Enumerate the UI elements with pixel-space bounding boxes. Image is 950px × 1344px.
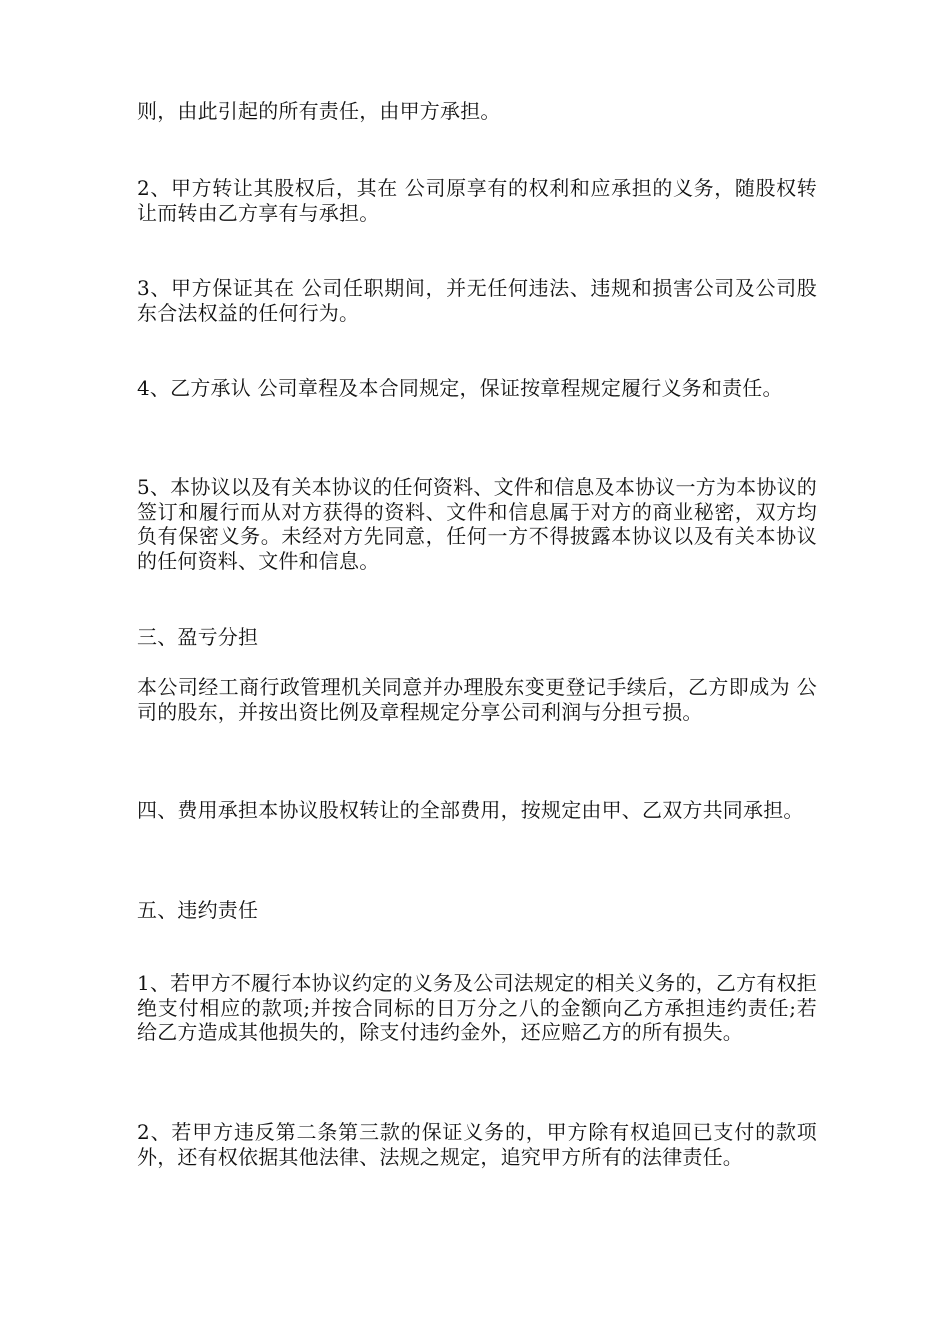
paragraph-continuation: 则，由此引起的所有责任，由甲方承担。 <box>137 99 501 123</box>
section-costs-paragraph: 四、费用承担本协议股权转让的全部费用，按规定由甲、乙双方共同承担。 <box>137 798 804 822</box>
clause-4-acknowledgement: 4、乙方承认 公司章程及本合同规定，保证按章程规定履行义务和责任。 <box>137 376 783 400</box>
clause-3-warranty: 3、甲方保证其在 公司任职期间，并无任何违法、违规和损害公司及公司股东合法权益的任何行为。 <box>137 276 817 325</box>
profit-loss-paragraph: 本公司经工商行政管理机关同意并办理股东变更登记手续后，乙方即成为 公司的股东，并按出资比例及章程规定分享公司利润与分担亏损。 <box>137 675 817 724</box>
clause-5-confidentiality: 5、本协议以及有关本协议的任何资料、文件和信息及本协议一方为本协议的签订和履行而从对方获得的资料、文件和信息属于对方的商业秘密，双方均负有保密义务。未经对方先同意，任何一方不得披露本协议以及有关本协议的任何资料、文件和信息。 <box>137 475 817 573</box>
clause-2-transfer-rights: 2、甲方转让其股权后，其在 公司原享有的权利和应承担的义务，随股权转让而转由乙方享有与承担。 <box>137 176 817 225</box>
liability-clause-2: 2、若甲方违反第二条第三款的保证义务的，甲方除有权追回已支付的款项外，还有权依据其他法律、法规之规定，追究甲方所有的法律责任。 <box>137 1120 817 1169</box>
section-heading-profit-loss: 三、盈亏分担 <box>137 625 259 649</box>
liability-clause-1: 1、若甲方不履行本协议约定的义务及公司法规定的相关义务的，乙方有权拒绝支付相应的款项;并按合同标的日万分之八的金额向乙方承担违约责任;若给乙方造成其他损失的，除支付违约金外，还应赔乙方的所有损失。 <box>137 971 817 1044</box>
section-heading-liability: 五、违约责任 <box>137 898 259 922</box>
